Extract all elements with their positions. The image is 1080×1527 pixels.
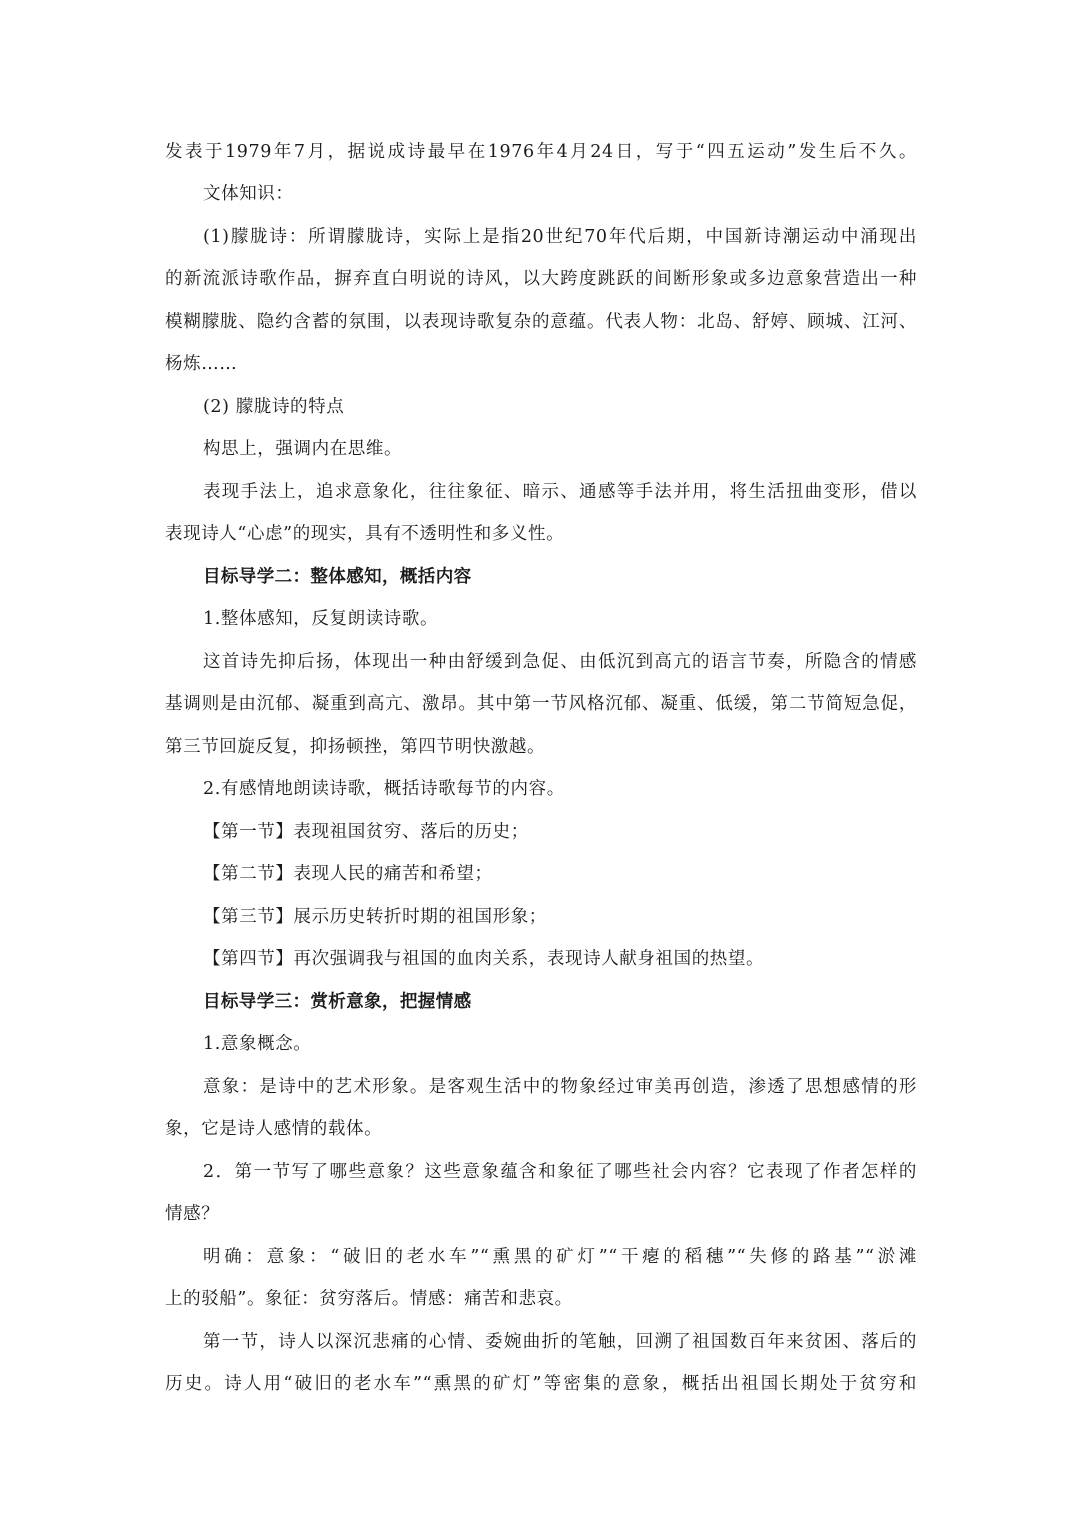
text-line: 意象：是诗中的艺术形象。是客观生活中的物象经过审美再创造，渗透了思想感情的形	[203, 1077, 917, 1097]
text-line: 基调则是由沉郁、凝重到高亢、激昂。其中第一节风格沉郁、凝重、低缓，第二节简短急促，	[165, 694, 917, 714]
text-line: 模糊朦胧、隐约含蓄的氛围，以表现诗歌复杂的意蕴。代表人物：北岛、舒婷、顾城、江河、	[165, 312, 917, 332]
section-heading: 目标导学三：赏析意象，把握情感	[203, 992, 472, 1012]
text-line: 明确：意象：“破旧的老水车”“熏黑的矿灯”“干瘪的稻穗”“失修的路基”“淤滩	[203, 1247, 917, 1267]
text-line: 表现手法上，追求意象化，往往象征、暗示、通感等手法并用，将生活扭曲变形，借以	[203, 482, 917, 502]
text-line: 【第一节】表现祖国贫穷、落后的历史；	[203, 822, 529, 842]
text-line: 【第二节】表现人民的痛苦和希望；	[203, 864, 493, 884]
text-line: 上的驳船”。象征：贫穷落后。情感：痛苦和悲哀。	[165, 1289, 573, 1309]
text-line: 构思上，强调内在思维。	[203, 439, 403, 459]
text-line: 这首诗先抑后扬，体现出一种由舒缓到急促、由低沉到高亢的语言节奏，所隐含的情感	[203, 652, 917, 672]
text-line: 情感？	[165, 1204, 220, 1224]
text-line: (1)朦胧诗：所谓朦胧诗，实际上是指20世纪70年代后期，中国新诗潮运动中涌现出	[203, 227, 917, 247]
text-line: 1.意象概念。	[203, 1034, 312, 1054]
text-line: 象，它是诗人感情的载体。	[165, 1119, 383, 1139]
text-line: 1.整体感知，反复朗读诗歌。	[203, 609, 439, 629]
text-line: 历史。诗人用“破旧的老水车”“熏黑的矿灯”等密集的意象，概括出祖国长期处于贫穷和	[165, 1374, 917, 1394]
text-line: 2.有感情地朗读诗歌，概括诗歌每节的内容。	[203, 779, 565, 799]
text-line: 2．第一节写了哪些意象？这些意象蕴含和象征了哪些社会内容？它表现了作者怎样的	[203, 1162, 917, 1182]
section-label: 文体知识：	[203, 184, 294, 204]
text-line: 【第四节】再次强调我与祖国的血肉关系，表现诗人献身祖国的热望。	[203, 949, 765, 969]
text-line: 表现诗人“心虑”的现实，具有不透明性和多义性。	[165, 524, 565, 544]
text-line: 第一节，诗人以深沉悲痛的心情、委婉曲折的笔触，回溯了祖国数百年来贫困、落后的	[203, 1332, 917, 1352]
text-line: 的新流派诗歌作品，摒弃直白明说的诗风，以大跨度跳跃的间断形象或多边意象营造出一种	[165, 269, 917, 289]
text-line: (2) 朦胧诗的特点	[203, 397, 345, 417]
text-line: 发表于1979年7月，据说成诗最早在1976年4月24日，写于“四五运动”发生后不久。	[165, 142, 917, 162]
text-line: 【第三节】展示历史转折时期的祖国形象；	[203, 907, 547, 927]
text-line: 杨炼……	[165, 354, 238, 374]
section-heading: 目标导学二：整体感知，概括内容	[203, 567, 472, 587]
text-line: 第三节回旋反复，抑扬顿挫，第四节明快激越。	[165, 737, 546, 757]
